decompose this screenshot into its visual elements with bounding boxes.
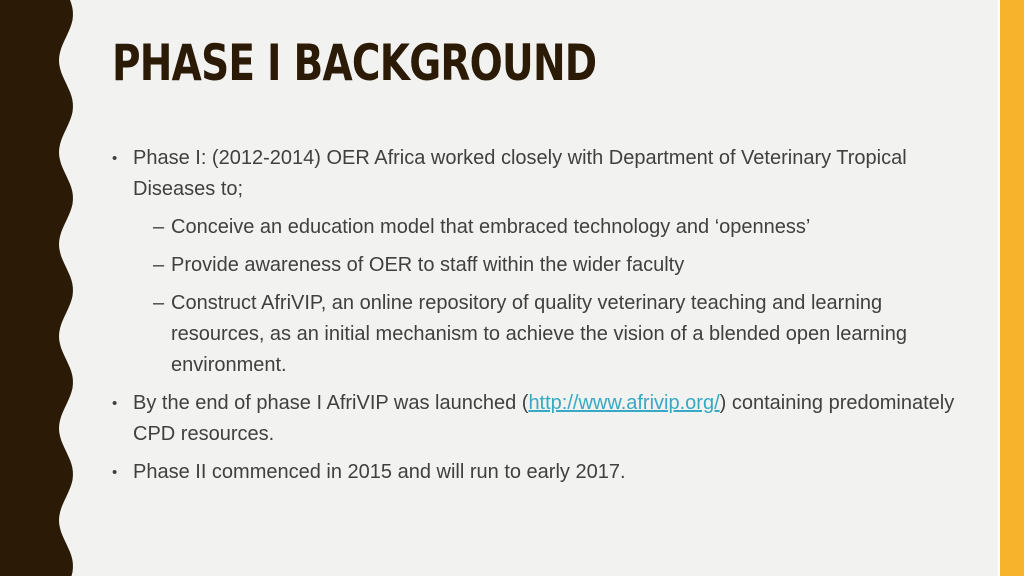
bullet-text: Phase I: (2012-2014) OER Africa worked closely with Department of Veterinary Tropical Diseases to; [133,147,907,200]
sub-bullet-afrivip-repository [112,288,972,381]
sub-bullet-marker: – [153,254,165,276]
sub-bullet-text: Conceive an education model that embraced technology and ‘openness’ [171,216,811,238]
sub-bullet-oer-awareness [112,250,972,281]
sub-bullet-text: Provide awareness of OER to staff within the wider faculty [171,254,685,276]
bullet-marker: • [112,150,118,167]
bullet-text-before-link: By the end of phase I AfriVIP was launched ( [133,392,529,414]
bullet-afrivip-launch [112,388,972,450]
sub-bullet-text: Construct AfriVIP, an online repository of quality veterinary teaching and learning resources, as an initial mechanism to achieve the vision of a blended open learning environment. [171,292,907,376]
accent-bar [1000,0,1024,576]
sub-bullet-marker: – [153,216,165,238]
slide-title: PHASE I BACKGROUND [112,34,597,92]
bullet-phase-one [112,143,972,205]
bullet-text-after-link: ) containing predominately CPD resources. [133,392,955,445]
afrivip-link[interactable]: http://www.afrivip.org/ [528,392,720,414]
bullet-phase-two [112,457,972,488]
bullet-text: Phase II commenced in 2015 and will run to early 2017. [133,461,626,483]
slide-content [112,143,972,495]
bullet-marker: • [112,464,118,481]
bullet-marker: • [112,395,118,412]
decorative-wave-band [0,0,80,576]
sub-bullet-marker: – [153,292,165,314]
sub-bullet-education-model [112,212,972,243]
